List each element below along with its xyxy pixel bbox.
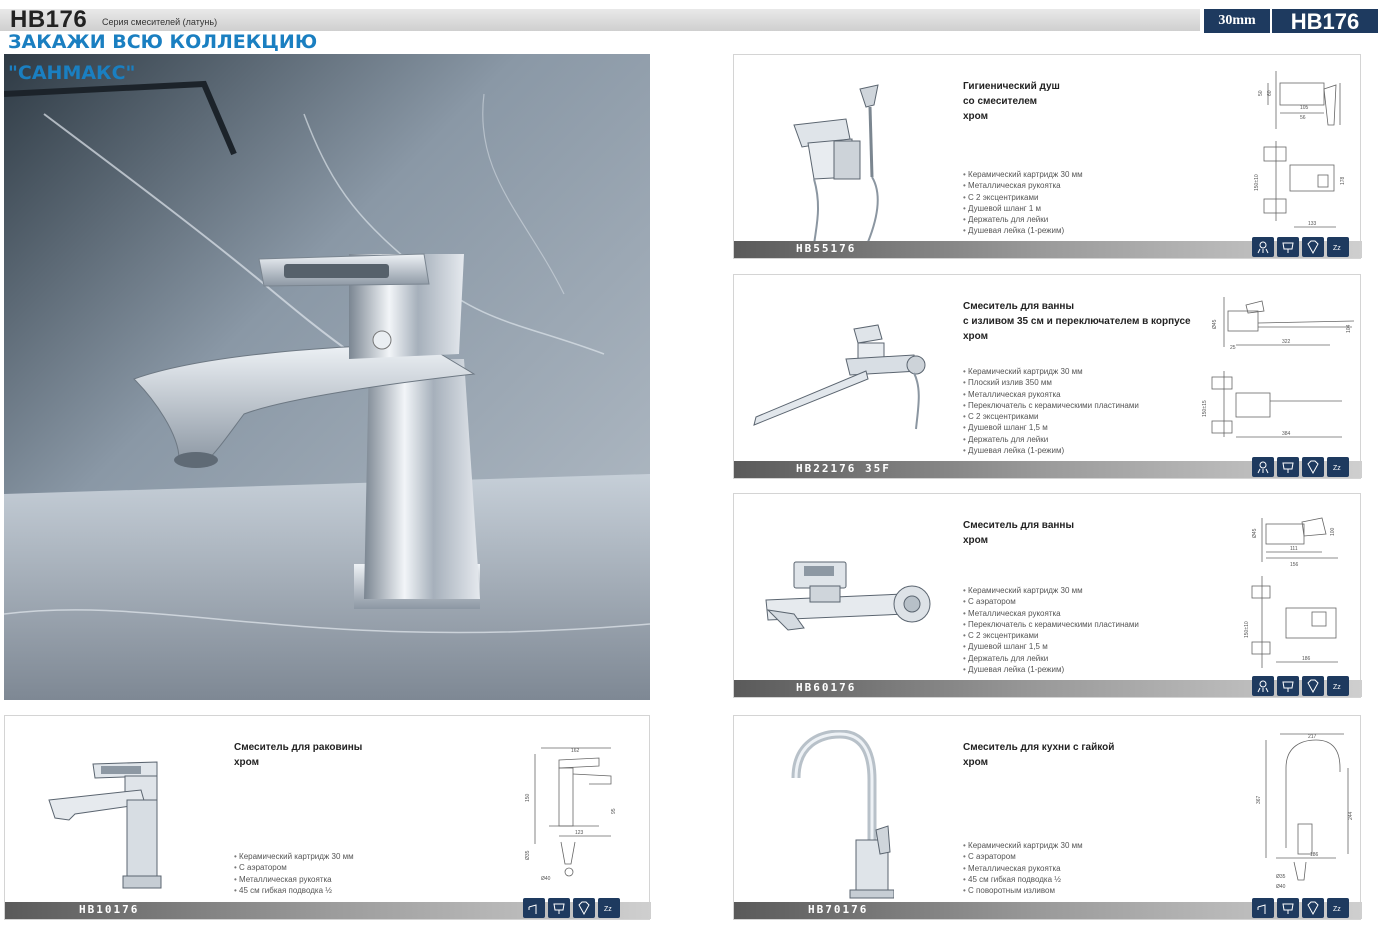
title-line: хром xyxy=(963,111,989,122)
dimension-label: 56 xyxy=(1300,115,1306,121)
diamond-icon xyxy=(573,898,595,918)
silent-icon xyxy=(1327,237,1349,257)
feature-item: • Металлическая рукоятка xyxy=(234,874,354,885)
feature-item: • Душевая лейка (1-режим) xyxy=(963,225,1083,236)
title-line: со смесителем xyxy=(963,96,1038,107)
feature-item: • С 2 эксцентриками xyxy=(963,192,1083,203)
title-line: Смеситель для раковины xyxy=(234,742,363,753)
technical-drawing-hb22176 xyxy=(1196,287,1356,447)
technical-drawing-hb60176 xyxy=(1242,512,1352,682)
hero-faucet-illustration xyxy=(4,54,650,700)
feature-list-hb55176 xyxy=(963,169,1083,237)
dimension-label: 123 xyxy=(575,830,584,836)
product-card-hb70176 xyxy=(733,715,1361,920)
silent-icon xyxy=(1327,898,1349,918)
diamond-icon xyxy=(1302,457,1324,477)
feature-list-hb10176 xyxy=(234,851,354,896)
title-line: Гигиенический душ xyxy=(963,81,1060,92)
faucet-icon xyxy=(523,898,545,918)
product-code: HB22176 35F xyxy=(796,462,891,475)
feature-item: • Керамический картридж 30 мм xyxy=(963,366,1139,377)
feature-item: • Держатель для лейки xyxy=(963,214,1083,225)
series-code: HB176 xyxy=(10,6,88,33)
product-title-hb10176 xyxy=(234,740,362,770)
title-line: хром xyxy=(963,535,989,546)
series-description: Серия смесителей (латунь) xyxy=(102,17,218,27)
feature-item: • Душевой шланг 1,5 м xyxy=(963,641,1139,652)
technical-drawing-hb10176 xyxy=(515,744,625,884)
feature-item: • Душевая лейка (1-режим) xyxy=(963,664,1139,675)
shower-icon xyxy=(1252,676,1274,696)
product-title-hb70176 xyxy=(963,740,1114,770)
dimension-label: Ø40 xyxy=(541,876,551,882)
hygiene-icon xyxy=(548,898,570,918)
feature-item: • Металлическая рукоятка xyxy=(963,863,1083,874)
silent-icon xyxy=(1327,676,1349,696)
series-code-badge: HB176 xyxy=(1272,9,1378,33)
product-card-hb60176 xyxy=(733,493,1361,698)
product-title-hb22176 xyxy=(963,299,1191,344)
feature-item: • Держатель для лейки xyxy=(963,653,1139,664)
promo-title: ЗАКАЖИ ВСЮ КОЛЛЕКЦИЮ xyxy=(8,31,318,53)
product-card-hb10176 xyxy=(4,715,650,920)
dimension-label: 150±10 xyxy=(1254,174,1260,191)
product-code: HB55176 xyxy=(796,242,857,255)
feature-item: • Металлическая рукоятка xyxy=(963,608,1139,619)
diamond-icon xyxy=(1302,898,1324,918)
product-title-hb60176 xyxy=(963,518,1074,548)
dimension-label: 178 xyxy=(1340,176,1346,185)
hygiene-icon xyxy=(1277,676,1299,696)
feature-icons xyxy=(1252,676,1349,696)
title-line: хром xyxy=(963,757,989,768)
product-image-hb55176 xyxy=(774,77,894,247)
svg-text:Zz: Zz xyxy=(604,906,612,913)
feature-item: • Переключатель с керамическими пластинами xyxy=(963,400,1139,411)
dimension-label: 111 xyxy=(1290,546,1298,552)
diamond-icon xyxy=(1302,237,1324,257)
technical-drawing-hb70176 xyxy=(1246,728,1356,898)
feature-item: • С 2 эксцентриками xyxy=(963,411,1139,422)
silent-icon xyxy=(598,898,620,918)
dimension-label: 217 xyxy=(1308,734,1317,740)
dimension-label: 186 xyxy=(1302,656,1311,662)
feature-item: • С аэратором xyxy=(963,596,1139,607)
feature-item: • Керамический картридж 30 мм xyxy=(963,585,1139,596)
feature-item: • Душевая лейка (1-режим) xyxy=(963,445,1139,456)
product-code: HB10176 xyxy=(79,903,140,916)
feature-item: • Керамический картридж 30 мм xyxy=(234,851,354,862)
product-code: HB70176 xyxy=(808,903,869,916)
dimension-label: 133 xyxy=(1308,221,1317,227)
dimension-label: 244 xyxy=(1348,811,1354,820)
product-card-hb22176 xyxy=(733,274,1361,479)
product-image-hb70176 xyxy=(784,730,894,905)
feature-list-hb22176 xyxy=(963,366,1139,456)
title-line: с изливом 35 см и переключателем в корпусе xyxy=(963,316,1191,327)
promo-brand: "САНМАКС" xyxy=(8,62,136,84)
feature-item: • С поворотным изливом xyxy=(963,885,1083,896)
feature-item: • Керамический картридж 30 мм xyxy=(963,169,1083,180)
hygiene-icon xyxy=(1277,457,1299,477)
svg-text:Zz: Zz xyxy=(1333,906,1341,913)
dimension-label: 50 xyxy=(1258,90,1264,96)
dimension-label: 150±15 xyxy=(1202,400,1208,417)
dimension-label: 60 xyxy=(1267,90,1273,96)
dimension-label: 186 xyxy=(1310,852,1319,858)
hygiene-icon xyxy=(1277,237,1299,257)
dimension-label: Ø35 xyxy=(525,850,531,860)
dimension-label: Ø40 xyxy=(1276,884,1286,890)
hero-product-photo xyxy=(4,54,650,700)
feature-icons xyxy=(1252,898,1349,918)
product-image-hb60176 xyxy=(754,556,944,656)
dimension-label: 25 xyxy=(1230,345,1236,351)
feature-item: • 45 см гибкая подводка ½ xyxy=(963,874,1083,885)
feature-item: • Металлическая рукоятка xyxy=(963,180,1083,191)
dimension-label: 162 xyxy=(571,748,580,754)
dimension-label: 150 xyxy=(525,793,531,802)
cartridge-size-badge: 30mm xyxy=(1204,9,1270,33)
svg-text:Zz: Zz xyxy=(1333,684,1341,691)
dimension-label: 384 xyxy=(1282,431,1291,437)
hygiene-icon xyxy=(1277,898,1299,918)
feature-item: • Душевой шланг 1 м xyxy=(963,203,1083,214)
product-title-hb55176 xyxy=(963,79,1060,124)
feature-item: • Металлическая рукоятка xyxy=(963,389,1139,400)
feature-list-hb60176 xyxy=(963,585,1139,675)
title-line: хром xyxy=(963,331,989,342)
dimension-label: 150±10 xyxy=(1244,621,1250,638)
dimension-label: Ø45 xyxy=(1212,319,1218,329)
technical-drawing-hb55176 xyxy=(1254,69,1349,234)
feature-item: • Керамический картридж 30 мм xyxy=(963,840,1083,851)
feature-item: • Плоский излив 350 мм xyxy=(963,377,1139,388)
feature-item: • 45 см гибкая подводка ½ xyxy=(234,885,354,896)
title-line: Смеситель для кухни с гайкой xyxy=(963,742,1115,753)
feature-icons xyxy=(1252,457,1349,477)
product-code: HB60176 xyxy=(796,681,857,694)
silent-icon xyxy=(1327,457,1349,477)
feature-item: • С аэратором xyxy=(234,862,354,873)
faucet-icon xyxy=(1252,898,1274,918)
product-image-hb22176 xyxy=(746,319,926,439)
dimension-label: 100 xyxy=(1330,527,1336,536)
dimension-label: Ø45 xyxy=(1252,528,1258,538)
feature-icons xyxy=(1252,237,1349,257)
svg-text:Zz: Zz xyxy=(1333,465,1341,472)
feature-item: • Держатель для лейки xyxy=(963,434,1139,445)
dimension-label: 105 xyxy=(1300,105,1309,111)
dimension-label: 367 xyxy=(1256,795,1262,804)
diamond-icon xyxy=(1302,676,1324,696)
shower-icon xyxy=(1252,237,1274,257)
feature-item: • С 2 эксцентриками xyxy=(963,630,1139,641)
title-line: хром xyxy=(234,757,260,768)
svg-text:Zz: Zz xyxy=(1333,245,1341,252)
title-line: Смеситель для ванны xyxy=(963,301,1075,312)
feature-icons xyxy=(523,898,620,918)
dimension-label: 156 xyxy=(1290,562,1299,568)
product-image-hb10176 xyxy=(45,760,175,900)
dimension-label: 95 xyxy=(611,808,617,814)
title-line: Смеситель для ванны xyxy=(963,520,1075,531)
product-card-hb55176 xyxy=(733,54,1361,259)
dimension-label: 104 xyxy=(1346,324,1352,333)
dimension-label: 322 xyxy=(1282,339,1291,345)
shower-icon xyxy=(1252,457,1274,477)
dimension-label: Ø35 xyxy=(1276,874,1286,880)
feature-item: • С аэратором xyxy=(963,851,1083,862)
feature-item: • Душевой шланг 1,5 м xyxy=(963,422,1139,433)
feature-list-hb70176 xyxy=(963,840,1083,896)
feature-item: • Переключатель с керамическими пластинами xyxy=(963,619,1139,630)
